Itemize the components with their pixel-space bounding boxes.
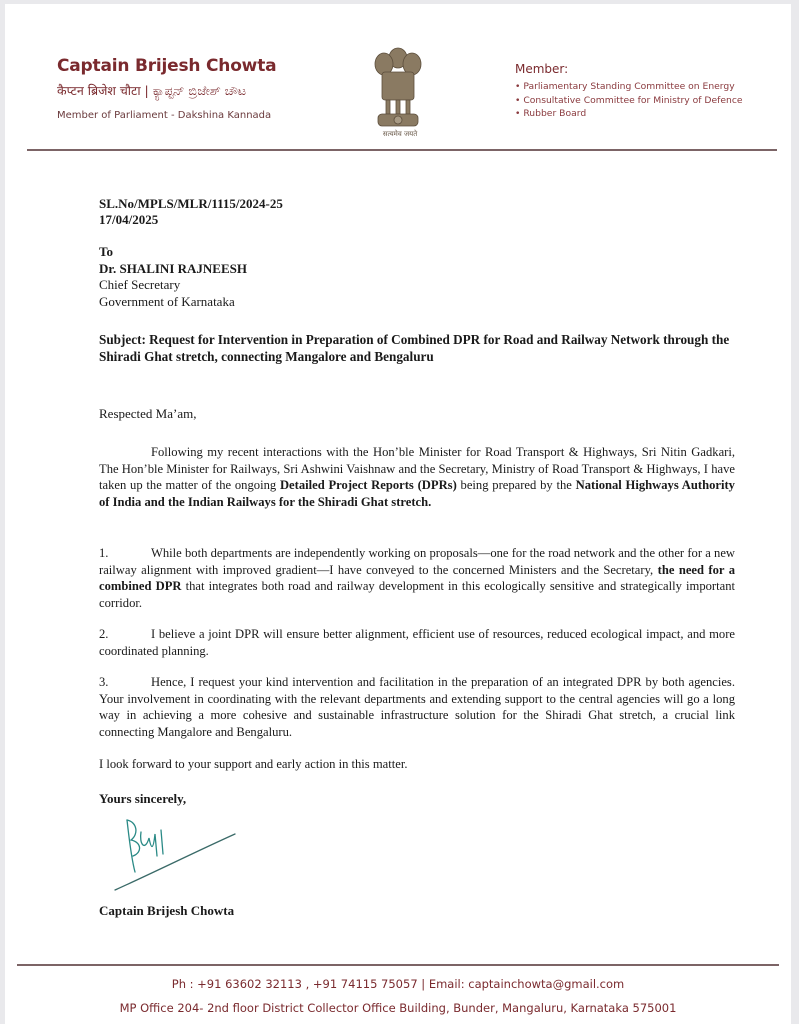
letter-date: 17/04/2025 [99,212,159,227]
footer-contact: Ph : +91 63602 32113 , +91 74115 75057 | Email: captainchowta@gmail.com [171,977,625,991]
letterhead-name: Captain Brijesh Chowta [57,56,277,76]
membership-block [515,62,743,121]
letter-page [5,4,791,1024]
salutation: Respected Ma’am, [99,406,197,421]
closing-line: I look forward to your support and early action in this matter. [99,757,408,771]
point-number: 2. [99,627,109,641]
national-emblem-icon [368,42,428,142]
to-label: To [99,244,113,259]
point-text: that integrates both road and railway development in this ecologically sensitive and strategically important corridor. [99,579,735,610]
recipient-name: Dr. SHALINI RAJNEESH [99,260,247,276]
point-paragraph [99,545,735,611]
intro-bold: Detailed Project Reports (DPRs) [279,478,457,493]
intro-bold: National Highways Authority of India and the Indian Railways for the Shiradi Ghat stretch. [99,478,735,509]
point-number: 3. [99,675,109,689]
intro-text: being prepared by the [456,478,576,493]
point-number: 1. [99,546,109,560]
signer-name: Captain Brijesh Chowta [99,903,235,918]
reference-number: SL.No/MPLS/MLR/1115/2024-25 [99,196,283,211]
recipient-title: Chief Secretary [99,277,181,292]
header-divider [27,149,777,151]
valediction: Yours sincerely, [99,791,187,806]
membership-item: • Rubber Board [515,108,587,119]
footer-address: MP Office 204- 2nd floor District Collector Office Building, Bunder, Mangaluru, Karnataka 575001 [119,1001,677,1015]
point-bold: the need for a combined DPR [99,562,735,594]
point-text: I believe a joint DPR will ensure better alignment, efficient use of resources, reduced ecological impact, and more coordinated planning. [99,627,735,658]
recipient-org: Government of Karnataka [99,293,235,309]
signature-icon [105,812,245,892]
point-text: Hence, I request your kind intervention and facilitation in the preparation of an integrated DPR by both agencies. Your involvement in coordinating with the relevant departments and extending support to the central agencies will go a long way in achieving a more cohesive and sustainable infrastructure solution for the Shiradi Ghat stretch, a crucial link connecting Mangalore and Bengaluru. [99,675,735,739]
recipient-block [99,244,247,310]
letterhead-name-regional: कैप्टन ब्रिजेश चौटा | ಕ್ಯಾಪ್ಟನ್ ಬ್ರಿಜೇಶ್ ಚೌಟ [57,83,247,98]
footer-divider [17,964,779,966]
intro-paragraph [99,444,735,510]
point-paragraph [99,674,735,740]
reference-block [99,196,283,228]
intro-text: Following my recent interactions with the Hon’ble Minister for Road Transport & Highways, Sri Nitin Gadkari, The Hon’ble Minister for Railways, Sri Ashwini Vaishnaw and the Secretary, Ministry of Road Transport & Highways, I have taken up the matter of the ongoing [99,445,735,493]
membership-item: • Parliamentary Standing Committee on Energy [515,81,735,92]
subject-line: Subject: Request for Intervention in Preparation of Combined DPR for Road and Railway Network through the Shiradi Ghat stretch, connecting Mangalore and Bengaluru [99,332,730,364]
letterhead-role: Member of Parliament - Dakshina Kannada [57,110,272,121]
point-text: While both departments are independently working on proposals—one for the road network and the other for a new railway alignment with improved gradient—I have conveyed to the concerned Ministers and the Secretary, [99,546,735,577]
membership-item: • Consultative Committee for Ministry of Defence [515,94,743,106]
membership-title: Member: [515,62,569,76]
point-paragraph [99,626,735,659]
emblem-motto: सत्यमेव जयते [382,130,418,138]
